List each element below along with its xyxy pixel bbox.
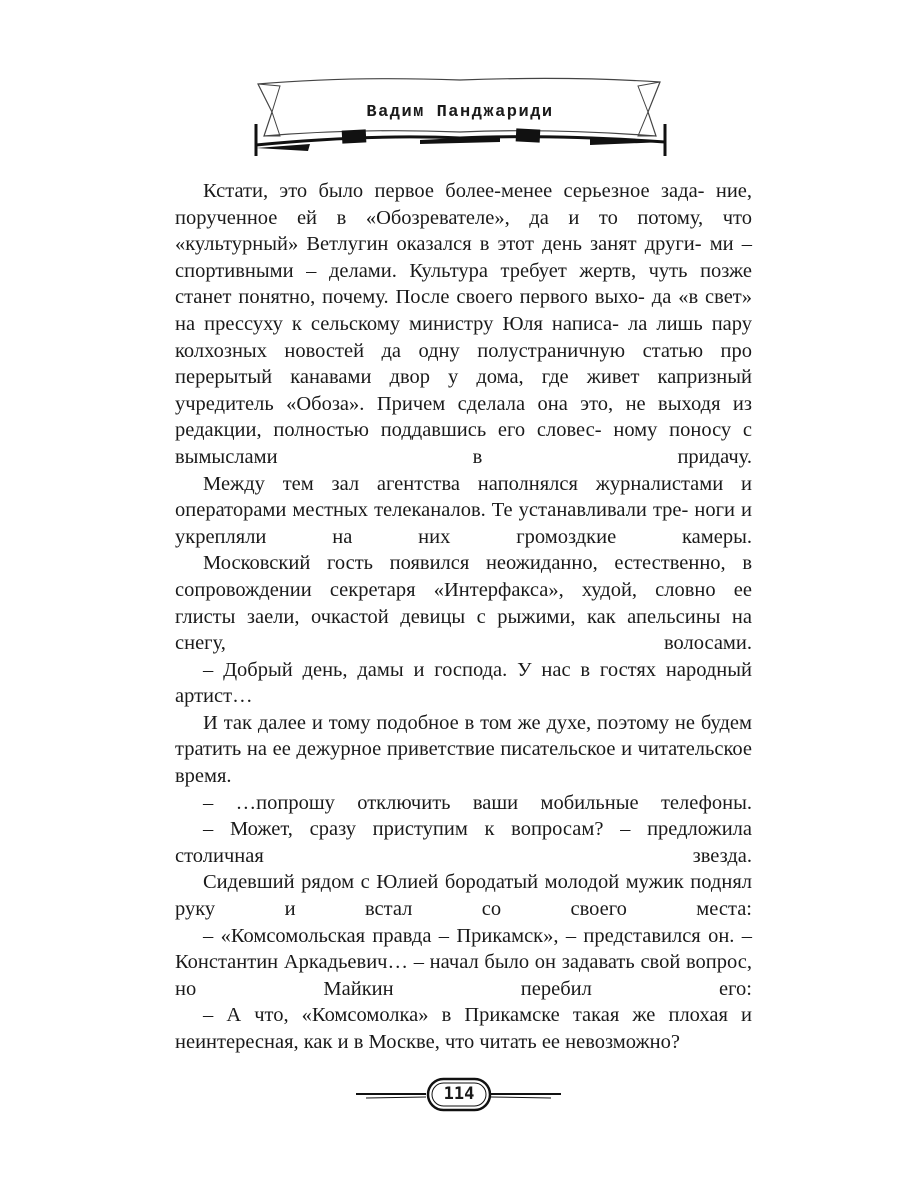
page-number: 114 xyxy=(443,1084,475,1104)
page-footer xyxy=(356,1076,561,1116)
text-line: – …попрошу отключить ваши мобильные телефоны. xyxy=(203,791,752,814)
text-line: Между тем зал агентства наполнялся журналистами xyxy=(203,472,724,495)
text-line: ному поносу с вымыслами в придачу. xyxy=(175,419,753,468)
text-line: Сидевший рядом с Юлией бородатый молодой мужик xyxy=(203,871,684,894)
text-line: статью про перерытый канавами двор у дома, где живет xyxy=(175,339,752,389)
paragraph xyxy=(175,869,752,922)
author-name: Вадим Панджариди xyxy=(366,103,554,122)
paragraph xyxy=(175,790,752,817)
text-line: не будем тратить на ее дежурное приветствие писательское xyxy=(175,711,752,761)
text-line: глисты заели, очкастой девицы с рыжими, как апельсины на xyxy=(175,605,752,628)
text-line: да «в свет» на прессуху к сельскому министру Юля написа- xyxy=(175,286,753,335)
text-line: ми – спортивными – делами. Культура требует жертв, чуть xyxy=(175,233,753,282)
running-header xyxy=(250,72,670,162)
paragraph xyxy=(175,550,752,656)
text-line: артист… xyxy=(175,685,253,708)
text-line: – Добрый день, дамы и господа. У нас в гостях народный xyxy=(203,658,752,681)
text-line: – А что, «Комсомолка» в Прикамске такая же плохая xyxy=(203,1004,728,1027)
text-line: не выходя из редакции, полностью поддавшись его словес- xyxy=(175,392,752,442)
body-text xyxy=(175,178,752,1056)
text-line: и неинтересная, как и в Москве, что читать ее невозможно? xyxy=(175,1004,752,1053)
paragraph xyxy=(175,657,752,710)
text-line: ноги и укрепляли на них громоздкие камеры. xyxy=(175,499,753,548)
text-line: – «Комсомольская правда – Прикамск», – представился xyxy=(203,924,701,947)
text-line: он. – Константин Аркадьевич… – начал было он задавать xyxy=(175,924,753,974)
text-line: свой вопрос, но Майкин перебил его: xyxy=(175,951,752,1000)
text-line: Московский гость появился неожиданно, естественно, xyxy=(203,552,726,575)
text-line: «культурный» Ветлугин оказался в этот день занят други- xyxy=(175,233,702,256)
text-line: – Может, сразу приступим к вопросам? – предложила xyxy=(203,818,752,841)
text-line: и читательское время. xyxy=(175,738,752,788)
text-line: и операторами местных телеканалов. Те устанавливали тре- xyxy=(175,472,752,522)
text-line: столичная звезда. xyxy=(175,844,752,867)
text-line: капризный учредитель «Обоза». Причем сделала она это, xyxy=(175,366,753,415)
text-line: позже станет понятно, почему. После своего первого выхо- xyxy=(175,259,753,309)
text-line: ние, порученное ей в «Обозревателе», да и то потому, что xyxy=(175,180,753,229)
paragraph xyxy=(175,1002,752,1055)
paragraph xyxy=(175,923,752,1003)
text-line: поднял руку и встал со своего места: xyxy=(175,871,752,921)
text-line: Кстати, это было первое более-менее серьезное зада- xyxy=(203,180,705,202)
paragraph xyxy=(175,710,752,790)
text-line: в сопровождении секретаря «Интерфакса», худой, словно ее xyxy=(175,552,753,601)
text-line: И так далее и тому подобное в том же духе, поэтому xyxy=(203,711,670,734)
text-line: ла лишь пару колхозных новостей да одну полустраничную xyxy=(175,312,753,362)
paragraph xyxy=(175,178,752,471)
paragraph xyxy=(175,471,752,551)
paragraph xyxy=(175,816,752,869)
text-line: снегу, волосами. xyxy=(175,632,752,655)
